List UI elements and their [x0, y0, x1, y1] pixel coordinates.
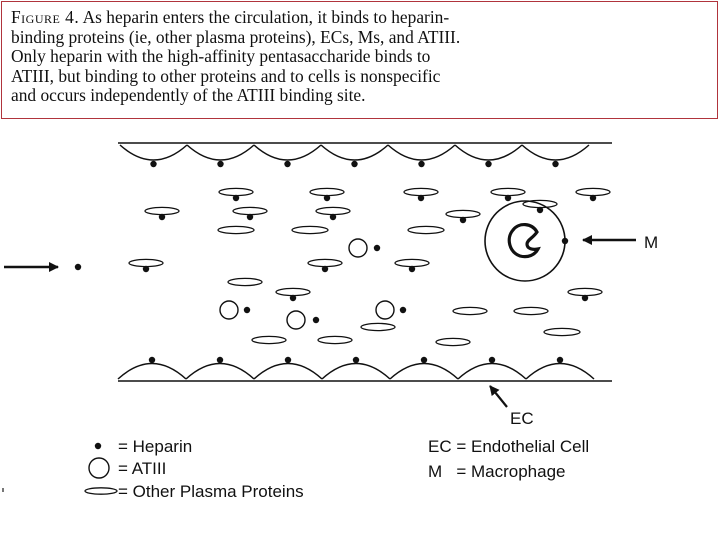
- heparin-dot: [247, 214, 253, 220]
- plasma-protein: [228, 278, 262, 285]
- plasma-protein: [252, 336, 286, 343]
- endothelial-cell: [254, 364, 322, 380]
- caption-lead: Figure 4.: [11, 7, 80, 27]
- heparin-dot: [418, 195, 424, 201]
- heparin-dot: [313, 317, 319, 323]
- label-m: M: [644, 233, 659, 252]
- plasma-protein: [514, 307, 548, 314]
- heparin-dot: [149, 357, 155, 363]
- entry-arrow: [4, 264, 81, 270]
- endothelial-cell: [120, 145, 187, 160]
- heparin-dot: [374, 245, 380, 251]
- heparin-dot: [552, 161, 558, 167]
- legend-atiii: = ATIII: [118, 459, 167, 478]
- plasma-protein: [310, 188, 344, 195]
- legend: [85, 437, 589, 501]
- heparin-dot: [217, 357, 223, 363]
- plasma-protein: [446, 210, 480, 217]
- heparin-dot: [505, 195, 511, 201]
- endothelial-cell: [390, 364, 458, 380]
- caption-line-2: binding proteins (ie, other plasma proteins), ECs, Ms, and ATIII.: [11, 26, 461, 47]
- bottom-vessel-wall: [118, 357, 612, 381]
- legend-protein-symbol: [85, 488, 117, 494]
- legend-ec: EC = Endothelial Cell: [428, 437, 590, 456]
- heparin-dot: [233, 195, 239, 201]
- endothelial-cell: [526, 364, 594, 380]
- heparin-dot: [421, 357, 427, 363]
- endothelial-cell: [322, 364, 390, 380]
- plasma-protein-group: [129, 188, 610, 345]
- endothelial-cell: [388, 145, 455, 160]
- heparin-dot: [285, 357, 291, 363]
- plasma-protein: [218, 226, 254, 233]
- caption-line-1: As heparin enters the circulation, it binds to heparin-: [82, 7, 450, 27]
- heparin-dot: [353, 357, 359, 363]
- macrophage-nucleus: [509, 225, 538, 257]
- heparin-dot: [590, 195, 596, 201]
- legend-m: M = Macrophage: [428, 462, 566, 481]
- legend-heparin-symbol: [95, 443, 101, 449]
- endothelial-cell: [321, 145, 388, 160]
- heparin-dot: [489, 357, 495, 363]
- heparin-dot: [324, 195, 330, 201]
- heparin-dot: [582, 295, 588, 301]
- heparin-dot: [460, 217, 466, 223]
- atiii-circle: [349, 239, 367, 257]
- plasma-protein: [395, 259, 429, 266]
- plasma-protein: [453, 307, 487, 314]
- endothelial-cell: [187, 145, 254, 160]
- heparin-dot: [557, 357, 563, 363]
- plasma-protein: [491, 188, 525, 195]
- legend-other-proteins: = Other Plasma Proteins: [118, 482, 304, 501]
- macrophage: [485, 201, 568, 281]
- plasma-protein: [292, 226, 328, 233]
- plasma-protein: [316, 207, 350, 214]
- legend-heparin: = Heparin: [118, 437, 193, 456]
- heparin-dot: [330, 214, 336, 220]
- plasma-protein: [219, 188, 253, 195]
- plasma-protein: [318, 336, 352, 343]
- heparin-dot: [485, 161, 491, 167]
- plasma-protein: [544, 328, 580, 335]
- plasma-protein: [436, 338, 470, 345]
- legend-atiii-symbol: [89, 458, 109, 478]
- plasma-protein: [145, 207, 179, 214]
- plasma-protein: [233, 207, 267, 214]
- heparin-dot: [244, 307, 250, 313]
- heparin-dot: [418, 161, 424, 167]
- heparin-dot: [217, 161, 223, 167]
- heparin-dot: [351, 161, 357, 167]
- scan-artifact: [2, 488, 4, 492]
- caption-line-3: Only heparin with the high-affinity pentasaccharide binds to: [11, 46, 431, 66]
- atiii-circle: [376, 301, 394, 319]
- heparin-dot: [143, 266, 149, 272]
- endothelial-cell: [522, 145, 589, 160]
- heparin-dot: [409, 266, 415, 272]
- heparin-dot: [150, 161, 156, 167]
- heparin-dot: [159, 214, 165, 220]
- plasma-protein: [576, 188, 610, 195]
- label-ec: EC: [510, 409, 534, 428]
- atiii-circle: [287, 311, 305, 329]
- plasma-protein: [568, 288, 602, 295]
- heparin-dot: [400, 307, 406, 313]
- entering-heparin-dot: [75, 264, 81, 270]
- macrophage-heparin-dot: [562, 238, 568, 244]
- endothelial-cell: [186, 364, 254, 380]
- plasma-protein: [308, 259, 342, 266]
- heparin-dot: [284, 161, 290, 167]
- plasma-protein: [361, 323, 395, 330]
- heparin-dot: [322, 266, 328, 272]
- endothelial-cell: [118, 364, 186, 380]
- plasma-protein: [276, 288, 310, 295]
- caption-line-4: ATIII, but binding to other proteins and to cells is nonspecific: [11, 65, 441, 86]
- macrophage-cell: [485, 201, 565, 281]
- heparin-dot: [537, 207, 543, 213]
- plasma-protein: [404, 188, 438, 195]
- m-pointer: [583, 233, 658, 252]
- caption-line-5: and occurs independently of the ATIII binding site.: [11, 85, 366, 105]
- plasma-protein: [408, 226, 444, 233]
- ec-pointer: [490, 386, 534, 428]
- plasma-protein: [129, 259, 163, 266]
- heparin-dot: [290, 295, 296, 301]
- endothelial-cell: [455, 145, 522, 160]
- endothelial-cell: [254, 145, 321, 160]
- atiii-circle: [220, 301, 238, 319]
- endothelial-cell: [458, 364, 526, 380]
- top-vessel-wall: [118, 143, 612, 167]
